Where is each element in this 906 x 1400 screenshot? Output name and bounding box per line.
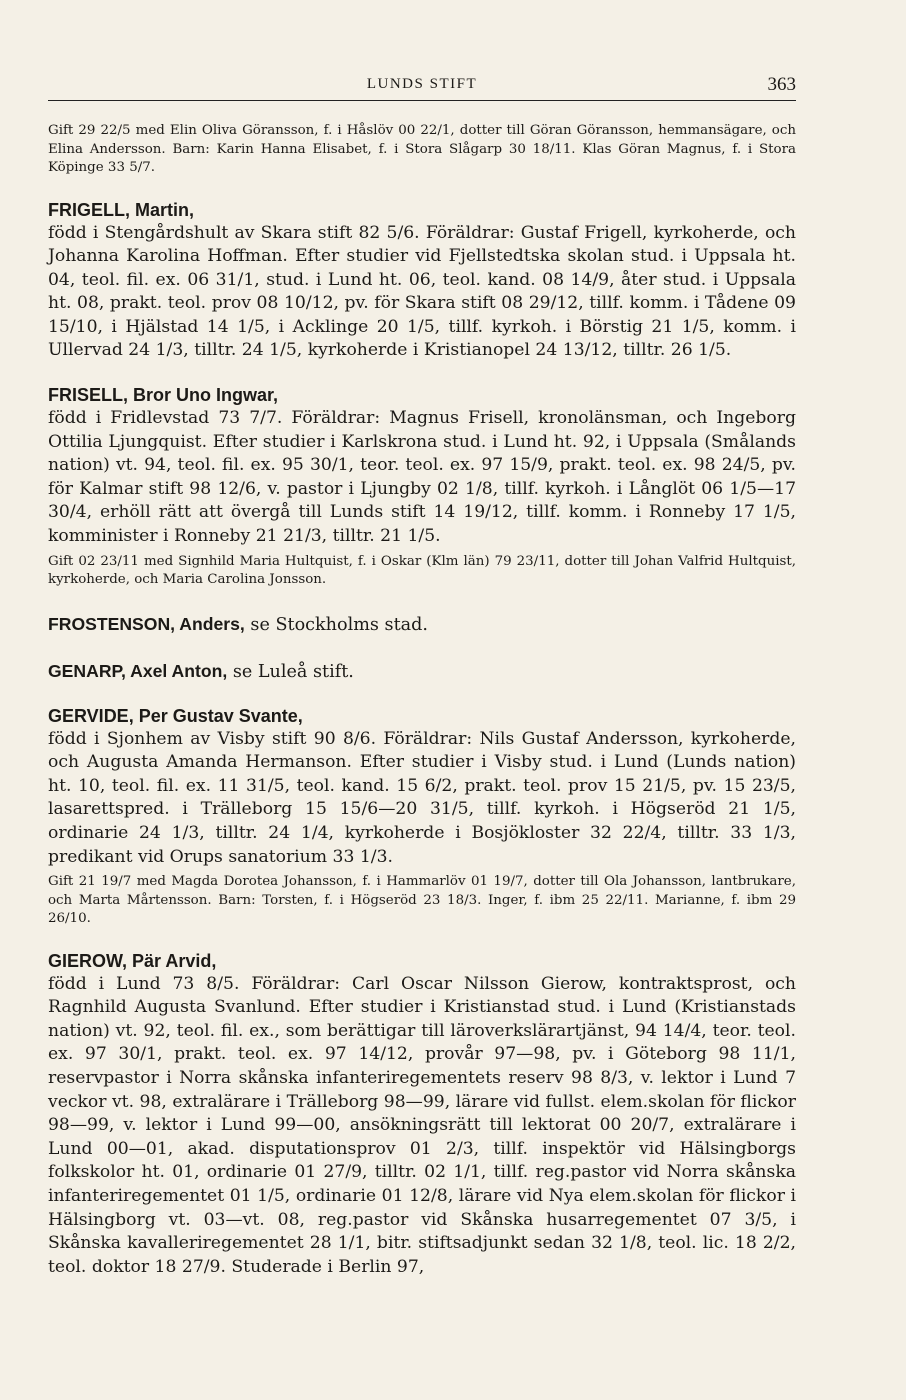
family-paragraph: Gift 21 19/7 med Magda Dorotea Johansson, f. i Hammarlöv 01 19/7, dotter till Ola Johansson, lantbrukare, och Marta Mårtensson. Barn: Torsten, f. i Högseröd 23 18/3. Inger, f. ibm 25 22/11. Marianne, f. ibm 29 26/10. [48, 874, 796, 927]
family-paragraph: Gift 29 22/5 med Elin Oliva Göransson, f. i Håslöv 00 22/1, dotter till Göran Göransson, hemmansägare, och Elina Andersson. Barn: Karin Hanna Elisabet, f. i Stora Slågarp 30 18/11. Klas Göran Magnus, f. i Stora Köpinge 33 5/7. [48, 123, 796, 175]
entry-heading: FRIGELL, Martin, [48, 199, 194, 220]
entry-body: född i Sjonhem av Visby stift 90 8/6. Föräldrar: Nils Gustaf Andersson, kyrkoherde, och Augusta Amanda Hermanson. Efter studier i Visby stud. i Lund (Lunds nation) ht. 10, teol. fil. ex. 11 31/5, teol. kand. 15 6/2, prakt. teol. prov 15 21/5, pv. 15 23/5, lasarettspred. i Trälleborg 15 15/6—20 31/5, tillf. kyrkoh. i Högseröd 21 1/5, ordinarie 24 1/3, tilltr. 24 1/4, kyrkoherde i Bosjökloster 32 22/4, tilltr. 33 1/3, predikant vid Orups sanatorium 33 1/3. [48, 728, 796, 867]
entry-heading: GIEROW, Pär Arvid, [48, 950, 217, 971]
entry-heading: GERVIDE, Per Gustav Svante, [48, 705, 303, 726]
entry-heading: GENARP, Axel Anton, [48, 660, 228, 681]
page-content [48, 122, 796, 1279]
family-paragraph: Gift 02 23/11 med Signhild Maria Hultquist, f. i Oskar (Klm län) 79 23/11, dotter till Johan Valfrid Hultquist, kyrkoherde, och Maria Carolina Jonsson. [48, 553, 796, 588]
entry-heading: FROSTENSON, Anders, [48, 613, 245, 634]
entry-heading: FRISELL, Bror Uno Ingwar, [48, 385, 279, 406]
page-number: 363 [767, 74, 796, 95]
entry-body: född i Fridlevstad 73 7/7. Föräldrar: Magnus Frisell, kronolänsman, och Ingeborg Ottilia Ljungquist. Efter studier i Karlskrona stud. i Lund ht. 92, i Uppsala (Smålands nation) vt. 94, teol. fil. ex. 95 30/1, teor. teol. ex. 97 15/9, prakt. teol. ex. 98 24/5, pv. för Kalmar stift 98 12/6, v. pastor i Ljungby 02 1/8, tillf. kyrkoh. i Långlöt 06 1/5—17 30/4, erhöll rätt att övergå till Lunds stift 14 19/12, tillf. komm. i Ronneby 17 1/5, komminister i Ronneby 21 21/3, tilltr. 21 1/5. [48, 408, 796, 547]
entry-body: född i Lund 73 8/5. Föräldrar: Carl Oscar Nilsson Gierow, kontraktsprost, och Ragnhild Augusta Svanlund. Efter studier i Kristianstad stud. i Lund (Kristianstads nation) vt. 92, teol. fil. ex., som berättigar till läroverkslärartjänst, 94 14/4, teor. teol. ex. 97 30/1, prakt. teol. ex. 97 14/12, provår 97—98, pv. i Göteborg 98 11/1, reservpastor i Norra skånska infanteriregementets reserv 98 8/3, v. lektor i Lund 7 veckor vt. 98, extralärare i Trälleborg 98—99, lärare vid fullst. elem.skolan för flickor 98—99, v. lektor i Lund 99—00, ansökningsrätt till lektorat 00 20/7, extralärare i Lund 00—01, akad. disputationsprov 01 2/3, tillf. inspektör vid Hälsingborgs folkskolor ht. 01, ordinarie 01 27/9, tilltr. 02 1/1, tillf. reg.pastor vid Norra skånska infanteriregementet 01 1/5, ordinarie 01 12/8, lärare vid Nya elem.skolan för flickor i Hälsingborg vt. 03—vt. 08, reg.pastor vid Skånska husarregementet 07 3/5, i Skånska kavalleriregementet 28 1/1, bitr. stiftsadjunkt sedan 32 1/8, teol. lic. 18 2/2, teol. doktor 18 27/9. Studerade i Berlin 97, [48, 973, 796, 1277]
running-title: LUNDS STIFT [366, 76, 478, 92]
cross-reference [48, 659, 796, 684]
cross-reference [48, 612, 796, 637]
cross-reference-target: se Stockholms stad. [250, 614, 428, 635]
cross-reference-target: se Luleå stift. [232, 661, 354, 682]
page-header [48, 72, 796, 101]
entry-body: född i Stengårdshult av Skara stift 82 5/6. Föräldrar: Gustaf Frigell, kyrkoherde, och Johanna Karolina Hoffman. Efter studier vid Fjellstedtska skolan stud. i Uppsala ht. 04, teol. fil. ex. 06 31/1, stud. i Lund ht. 06, teol. kand. 08 14/9, åter stud. i Uppsala ht. 08, prakt. teol. prov 08 10/12, pv. för Skara stift 08 29/12, tillf. komm. i Tådene 09 15/10, i Hjälstad 14 1/5, i Acklinge 20 1/5, tillf. kyrkoh. i Börstig 21 1/5, komm. i Ullervad 24 1/3, tilltr. 24 1/5, kyrkoherde i Kristianopel 24 13/12, tilltr. 26 1/5. [48, 222, 796, 361]
